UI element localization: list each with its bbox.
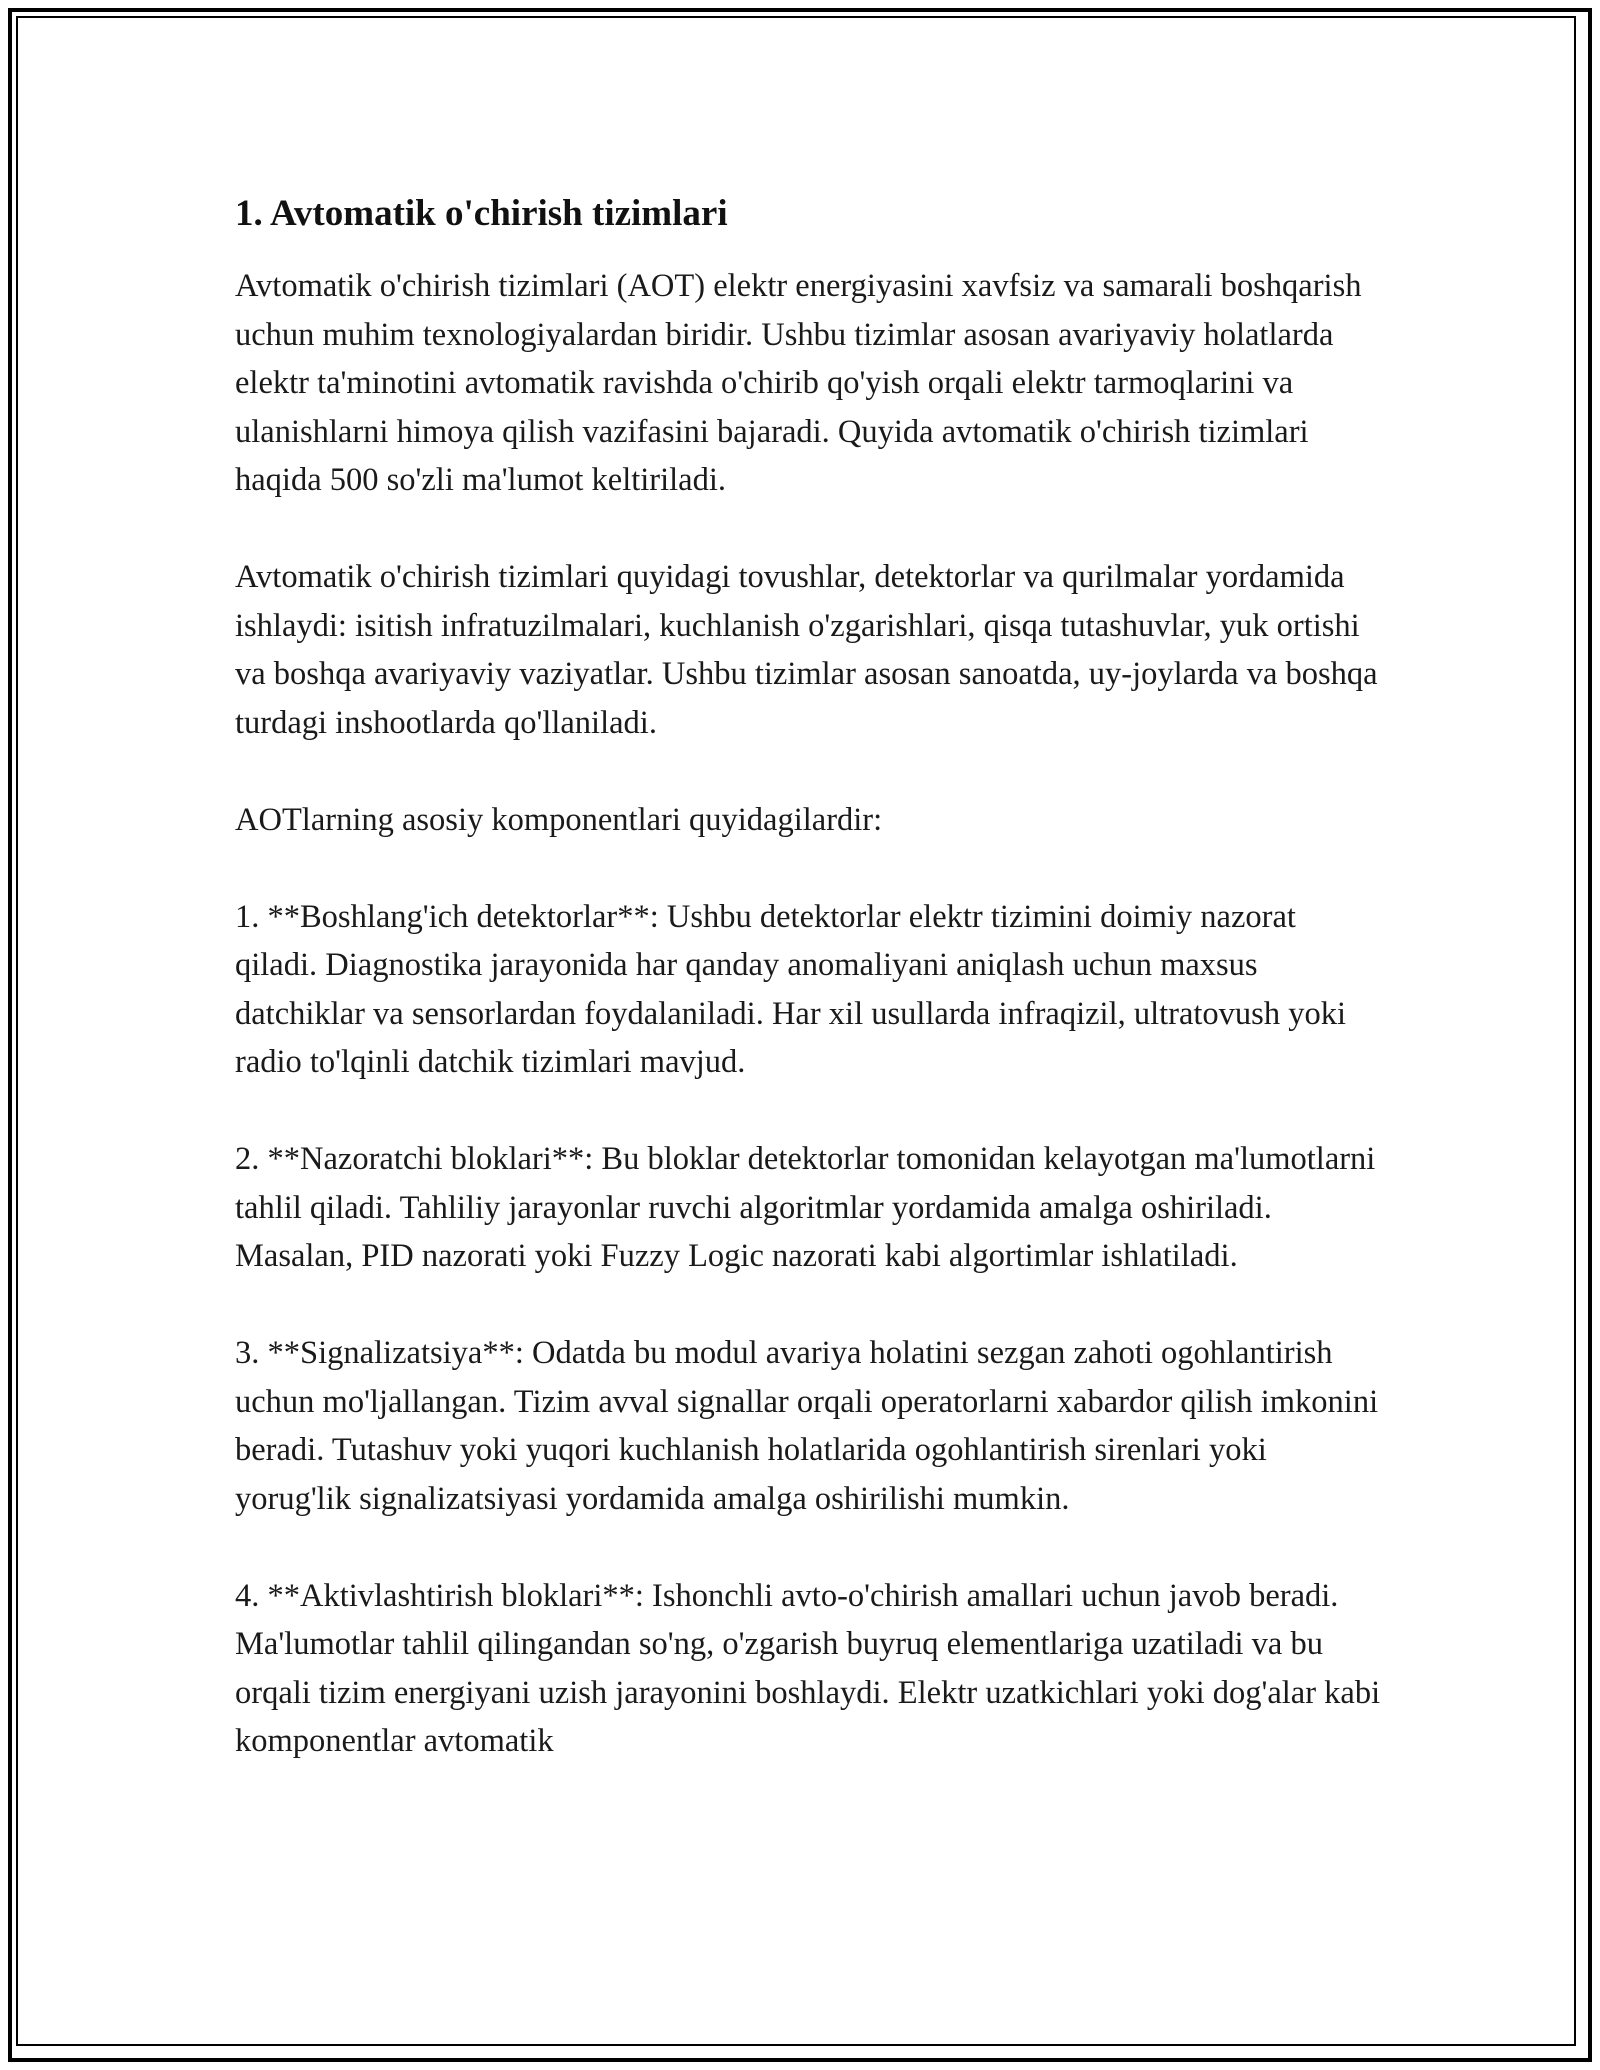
paragraph-operation: Avtomatik o'chirish tizimlari quyidagi tovushlar, detektorlar va qurilmalar yordamida ishlaydi: isitish infratuzilmalari, kuchlanish o'zgarishlari, qisqa tutashuvlar, yuk ortishi va boshqa avariyaviy vaziyatlar. Ushbu tizimlar asosan sanoatda, uy-joylarda va boshqa turdagi inshootlarda qo'llaniladi. — [235, 559, 1378, 741]
paragraph-intro: Avtomatik o'chirish tizimlari (AOT) elektr energiyasini xavfsiz va samarali boshqarish uchun muhim texnologiyalardan biridir. Ushbu tizimlar asosan avariyaviy holatlarda elektr ta'minotini avtomatik ravishda o'chirib qo'yish orqali elektr tarmoqlarini va ulanishlarni himoya qilish vazifasini bajaradi. Quyida avtomatik o'chirish tizimlari haqida 500 so'zli ma'lumot keltiriladi. — [235, 268, 1362, 498]
paragraph-components-lead: AOTlarning asosiy komponentlari quyidagilardir: — [235, 801, 883, 838]
list-item-signaling: 3. **Signalizatsiya**: Odatda bu modul avariya holatini sezgan zahoti ogohlantirish uchun mo'ljallangan. Tizim avval signallar orqali operatorlarni xabardor qilish imkonini beradi. Tutashuv yoki yuqori kuchlanish holatlarida ogohlantirish sirenlari yoki yorug'lik signalizatsiyasi yordamida amalga oshirilishi mumkin. — [235, 1335, 1379, 1517]
list-item-detectors: 1. **Boshlang'ich detektorlar**: Ushbu detektorlar elektr tizimini doimiy nazorat qiladi. Diagnostika jarayonida har qanday anomaliyani aniqlash uchun maxsus datchiklar va sensorlardan foydalaniladi. Har xil usullarda infraqizil, ultratovush yoki radio to'lqinli datchik tizimlari mavjud. — [235, 898, 1346, 1080]
document-body — [235, 186, 1385, 1766]
list-item-activation: 4. **Aktivlashtirish bloklari**: Ishonchli avto-o'chirish amallari uchun javob beradi. Ma'lumotlar tahlil qilingandan so'ng, o'zgarish buyruq elementlariga uzatiladi va bu orqali tizim energiyani uzish jarayonini boshlaydi. Elektr uzatkichlari yoki dog'alar kabi komponentlar avtomatik — [235, 1577, 1381, 1759]
section-heading: 1. Avtomatik o'chirish tizimlari — [235, 193, 728, 234]
list-item-controllers: 2. **Nazoratchi bloklari**: Bu bloklar detektorlar tomonidan kelayotgan ma'lumotlarni tahlil qiladi. Tahliliy jarayonlar ruvchi algoritmlar yordamida amalga oshiriladi. Masalan, PID nazorati yoki Fuzzy Logic nazorati kabi algortimlar ishlatiladi. — [235, 1141, 1376, 1274]
